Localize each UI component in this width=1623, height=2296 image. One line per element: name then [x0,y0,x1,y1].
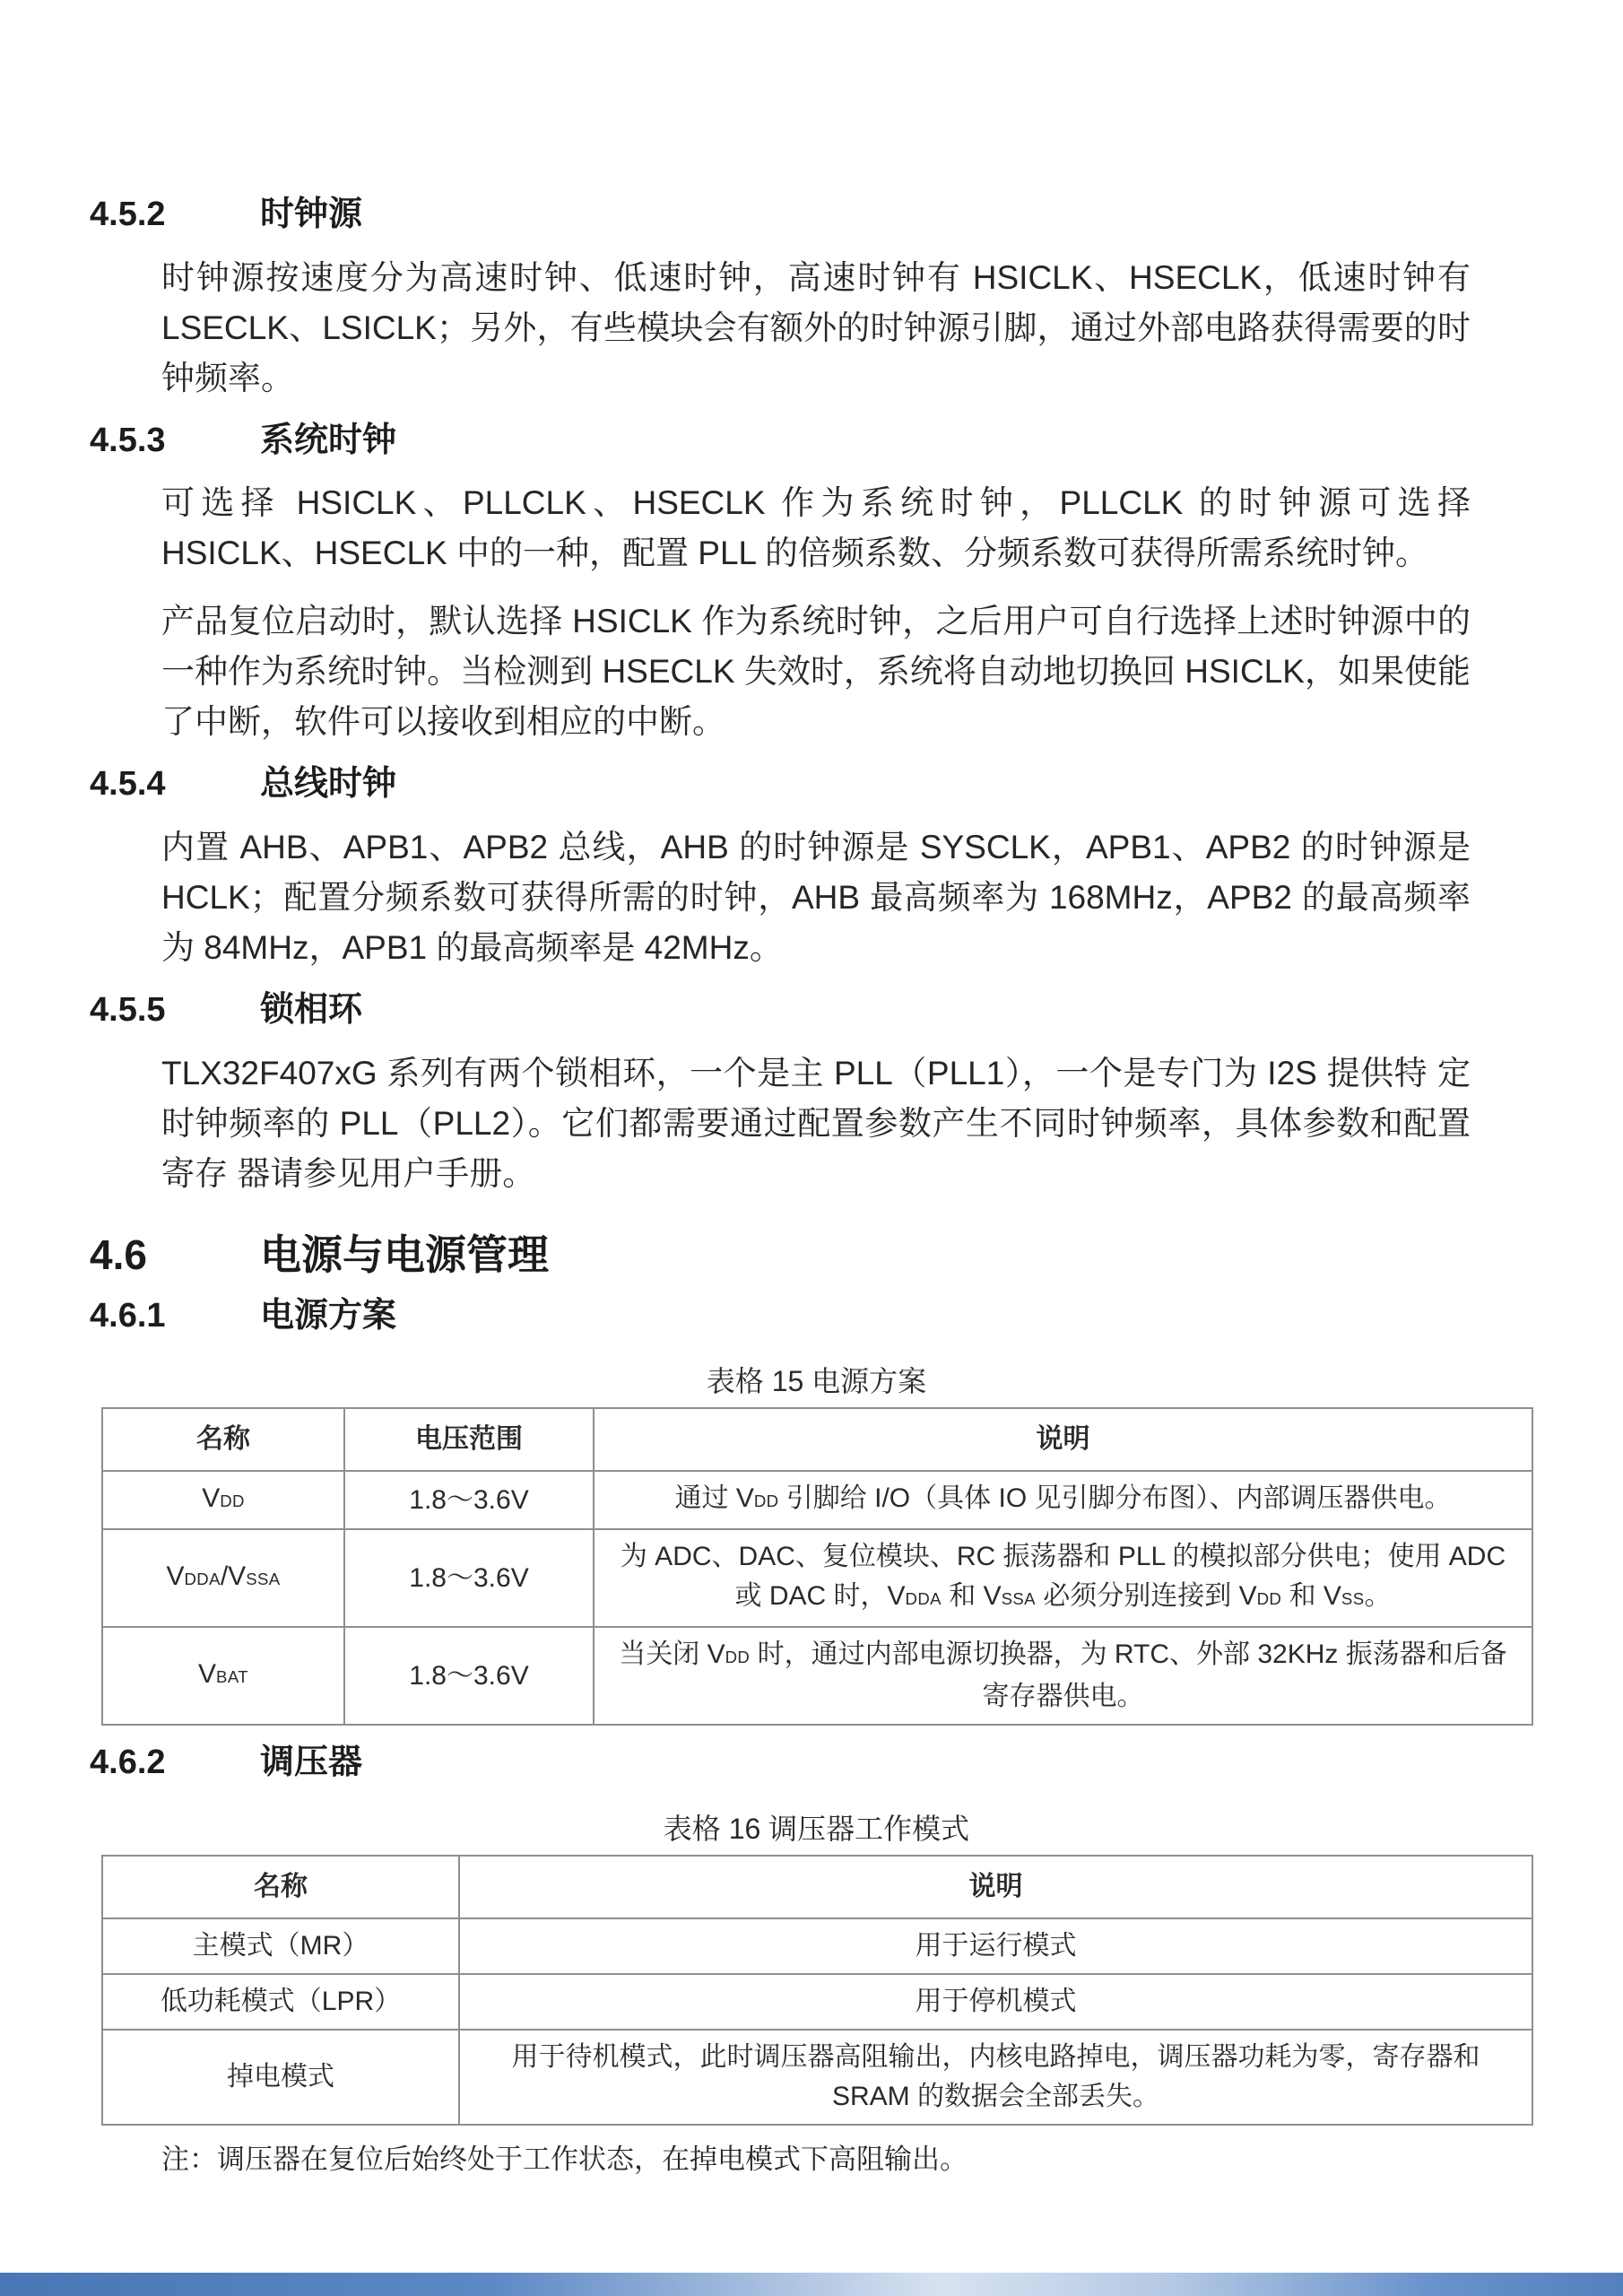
table-header-row [102,1856,1532,1918]
cell-description: 为 ADC、DAC、复位模块、RC 振荡器和 PLL 的模拟部分供电；使用 ADC 或 DAC 时，VDDA 和 VSSA 必须分别连接到 VDD 和 VSS。 [594,1529,1532,1627]
header-cell-name: 名称 [102,1408,344,1471]
regulator-modes-table [101,1855,1533,2126]
section-number: 4.5.3 [90,421,166,459]
section-number: 4.6.2 [90,1744,166,1782]
cell-name: VDD [102,1471,344,1529]
section-number: 4.6.1 [90,1296,166,1335]
paragraph-bus-clock: 内置 AHB、APB1、APB2 总线，AHB 的时钟源是 SYSCLK，APB1、APB2 的时钟源是 HCLK；配置分频系数可获得所需的时钟，AHB 最高频率为 168MHz，APB2 的最高频率为 84MHz，APB1 的最高频率是 42MHz。 [161,829,1471,967]
section-heading-4-6-1 [90,1297,1533,1336]
section-heading-4-6 [90,1231,1533,1279]
cell-voltage-range: 1.8～3.6V [344,1529,594,1627]
paragraph-pll: TLX32F407xG 系列有两个锁相环，一个是主 PLL（PLL1），一个是专门为 I2S 提供特 定时钟频率的 PLL（PLL2）。它们都需要通过配置参数产生不同时钟频率，具体参数和配置寄存 器请参见用户手册。 [161,1054,1471,1192]
section-title: 时钟源 [260,196,363,233]
page-bottom-decoration-bar [0,2273,1623,2296]
section-title: 电源与电源管理 [260,1231,549,1278]
section-title: 系统时钟 [260,421,397,459]
section-heading-4-5-3 [90,422,1533,461]
cell-name: VBAT [102,1627,344,1725]
cell-name: 主模式（MR） [102,1918,459,1974]
section-title: 调压器 [260,1744,363,1782]
cell-description: 当关闭 VDD 时，通过内部电源切换器，为 RTC、外部 32KHz 振荡器和后备寄存器供电。 [594,1627,1532,1725]
cell-name: VDDA/VSSA [102,1529,344,1627]
section-title: 电源方案 [260,1296,397,1335]
paragraph-system-clock-1: 可选择 HSICLK、PLLCLK、HSECLK 作为系统时钟，PLLCLK 的时钟源可选择 HSICLK、HSECLK 中的一种，配置 PLL 的倍频系数、分频系数可获得所需系统时钟。 [161,484,1471,572]
section-heading-4-5-4 [90,765,1533,804]
section-number: 4.5.5 [90,991,166,1030]
section-number: 4.5.4 [90,765,166,804]
header-cell-description: 说明 [459,1856,1532,1918]
table-row-vdd [102,1471,1532,1529]
table-row-low-power-mode [102,1974,1532,2030]
cell-voltage-range: 1.8～3.6V [344,1627,594,1725]
section-title: 总线时钟 [260,765,397,804]
section-heading-4-5-5 [90,991,1533,1031]
cell-description: 用于待机模式，此时调压器高阻输出，内核电路掉电，调压器功耗为零，寄存器和 SRAM 的数据会全部丢失。 [459,2030,1532,2125]
section-number: 4.5.2 [90,196,166,233]
header-cell-voltage-range: 电压范围 [344,1408,594,1471]
cell-voltage-range: 1.8～3.6V [344,1471,594,1529]
table-row-power-down-mode [102,2030,1532,2125]
table-row-vdda-vssa [102,1529,1532,1627]
cell-description: 用于停机模式 [459,1974,1532,2030]
table-15-caption: 表格 15 电源方案 [706,1365,927,1398]
section-number: 4.6 [90,1231,147,1278]
power-scheme-table [101,1407,1533,1726]
cell-name: 掉电模式 [102,2030,459,2125]
table-row-vbat [102,1627,1532,1725]
paragraph-clock-sources: 时钟源按速度分为高速时钟、低速时钟，高速时钟有 HSICLK、HSECLK，低速时钟有 LSECLK、LSICLK；另外，有些模块会有额外的时钟源引脚，通过外部电路获得需要的时钟频率。 [161,258,1471,396]
table-row-main-mode [102,1918,1532,1974]
paragraph-system-clock-2: 产品复位启动时，默认选择 HSICLK 作为系统时钟，之后用户可自行选择上述时钟源中的一种作为系统时钟。当检测到 HSECLK 失效时，系统将自动地切换回 HSICLK，如果使能了中断，软件可以接收到相应的中断。 [161,603,1471,741]
section-heading-4-6-2 [90,1744,1533,1783]
section-heading-4-5-2 [90,196,1533,235]
regulator-note: 注：调压器在复位后始终处于工作状态，在掉电模式下高阻输出。 [161,2144,968,2176]
cell-name: 低功耗模式（LPR） [102,1974,459,2030]
cell-description: 通过 VDD 引脚给 I/O（具体 IO 见引脚分布图）、内部调压器供电。 [594,1471,1532,1529]
header-cell-name: 名称 [102,1856,459,1918]
table-16-caption: 表格 16 调压器工作模式 [663,1813,970,1846]
cell-description: 用于运行模式 [459,1918,1532,1974]
section-title: 锁相环 [260,991,363,1030]
table-header-row [102,1408,1532,1471]
header-cell-description: 说明 [594,1408,1532,1471]
